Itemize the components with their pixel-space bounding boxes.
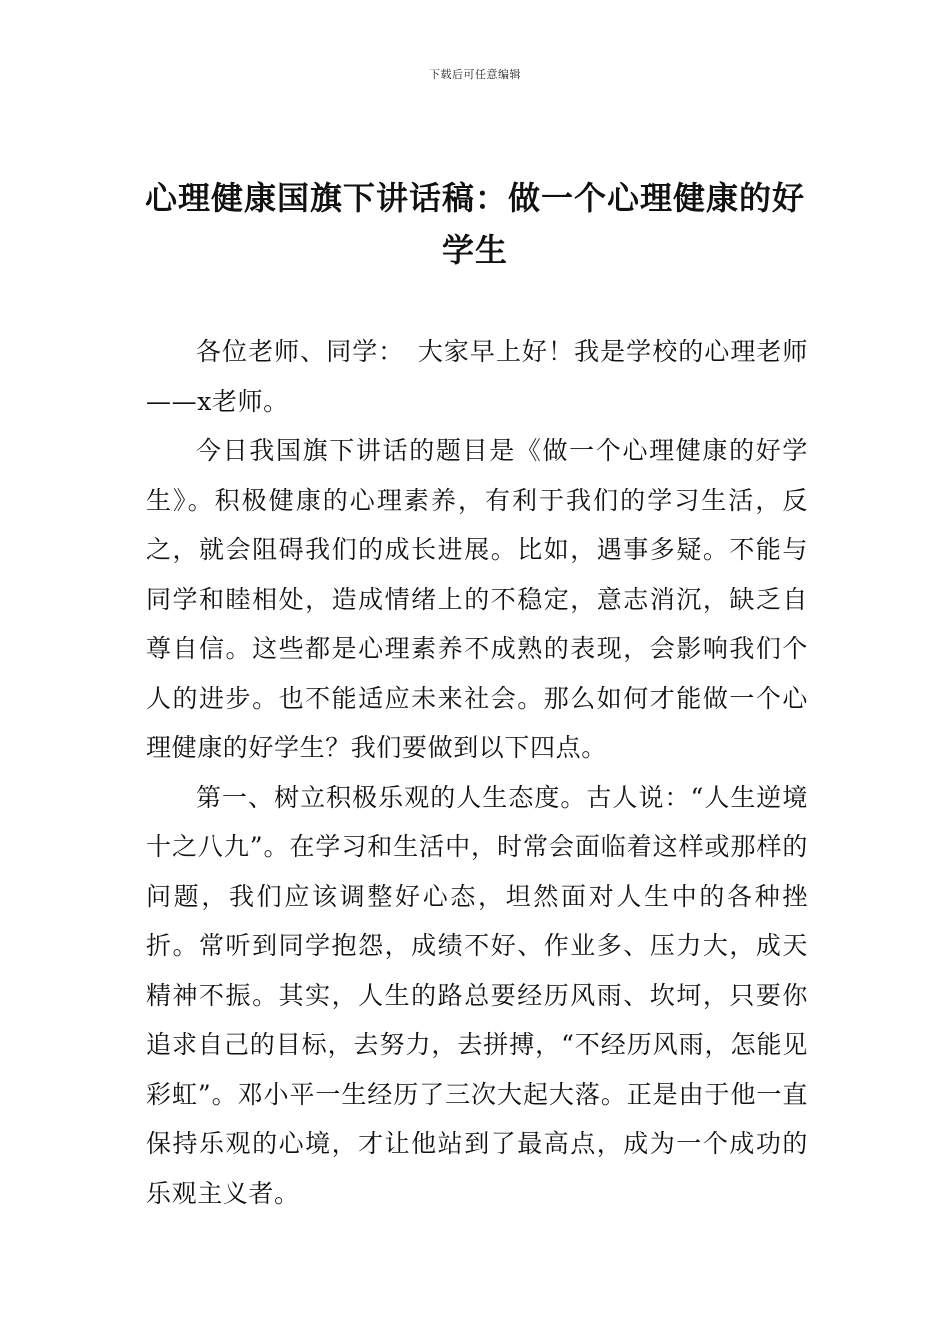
paragraph-topic: 今日我国旗下讲话的题目是《做一个心理健康的好学生》。积极健康的心理素养，有利于我们的学习生活，反之，就会阻碍我们的成长进展。比如，遇事多疑。不能与同学和睦相处，造成情绪上的不稳定，意志消沉，缺乏自尊自信。这些都是心理素养不成熟的表现，会影响我们个人的进步。也不能适应未来社会。那么如何才能做一个心理健康的好学生？我们要做到以下四点。 [146,436,808,762]
paragraph-greeting: 各位老师、同学： 大家早上好！我是学校的心理老师——x老师。 [146,337,808,416]
header-note: 下载后可任意编辑 [429,68,521,81]
paragraph-point-one: 第一、树立积极乐观的人生态度。古人说：“人生逆境十之八九”。在学习和生活中，时常会面临着这样或那样的问题，我们应该调整好心态，坦然面对人生中的各种挫折。常听到同学抱怨，成绩不好、作业多、压力大，成天精神不振。其实，人生的路总要经历风雨、坎坷，只要你追求自己的目标，去努力，去拼搏，“不经历风雨，怎能见彩虹”。邓小平一生经历了三次大起大落。正是由于他一直保持乐观的心境，才让他站到了最高点，成为一个成功的乐观主义者。 [146,782,808,1208]
document-body [146,327,808,1218]
document-title: 心理健康国旗下讲话稿：做一个心理健康的好学生 [144,179,805,269]
